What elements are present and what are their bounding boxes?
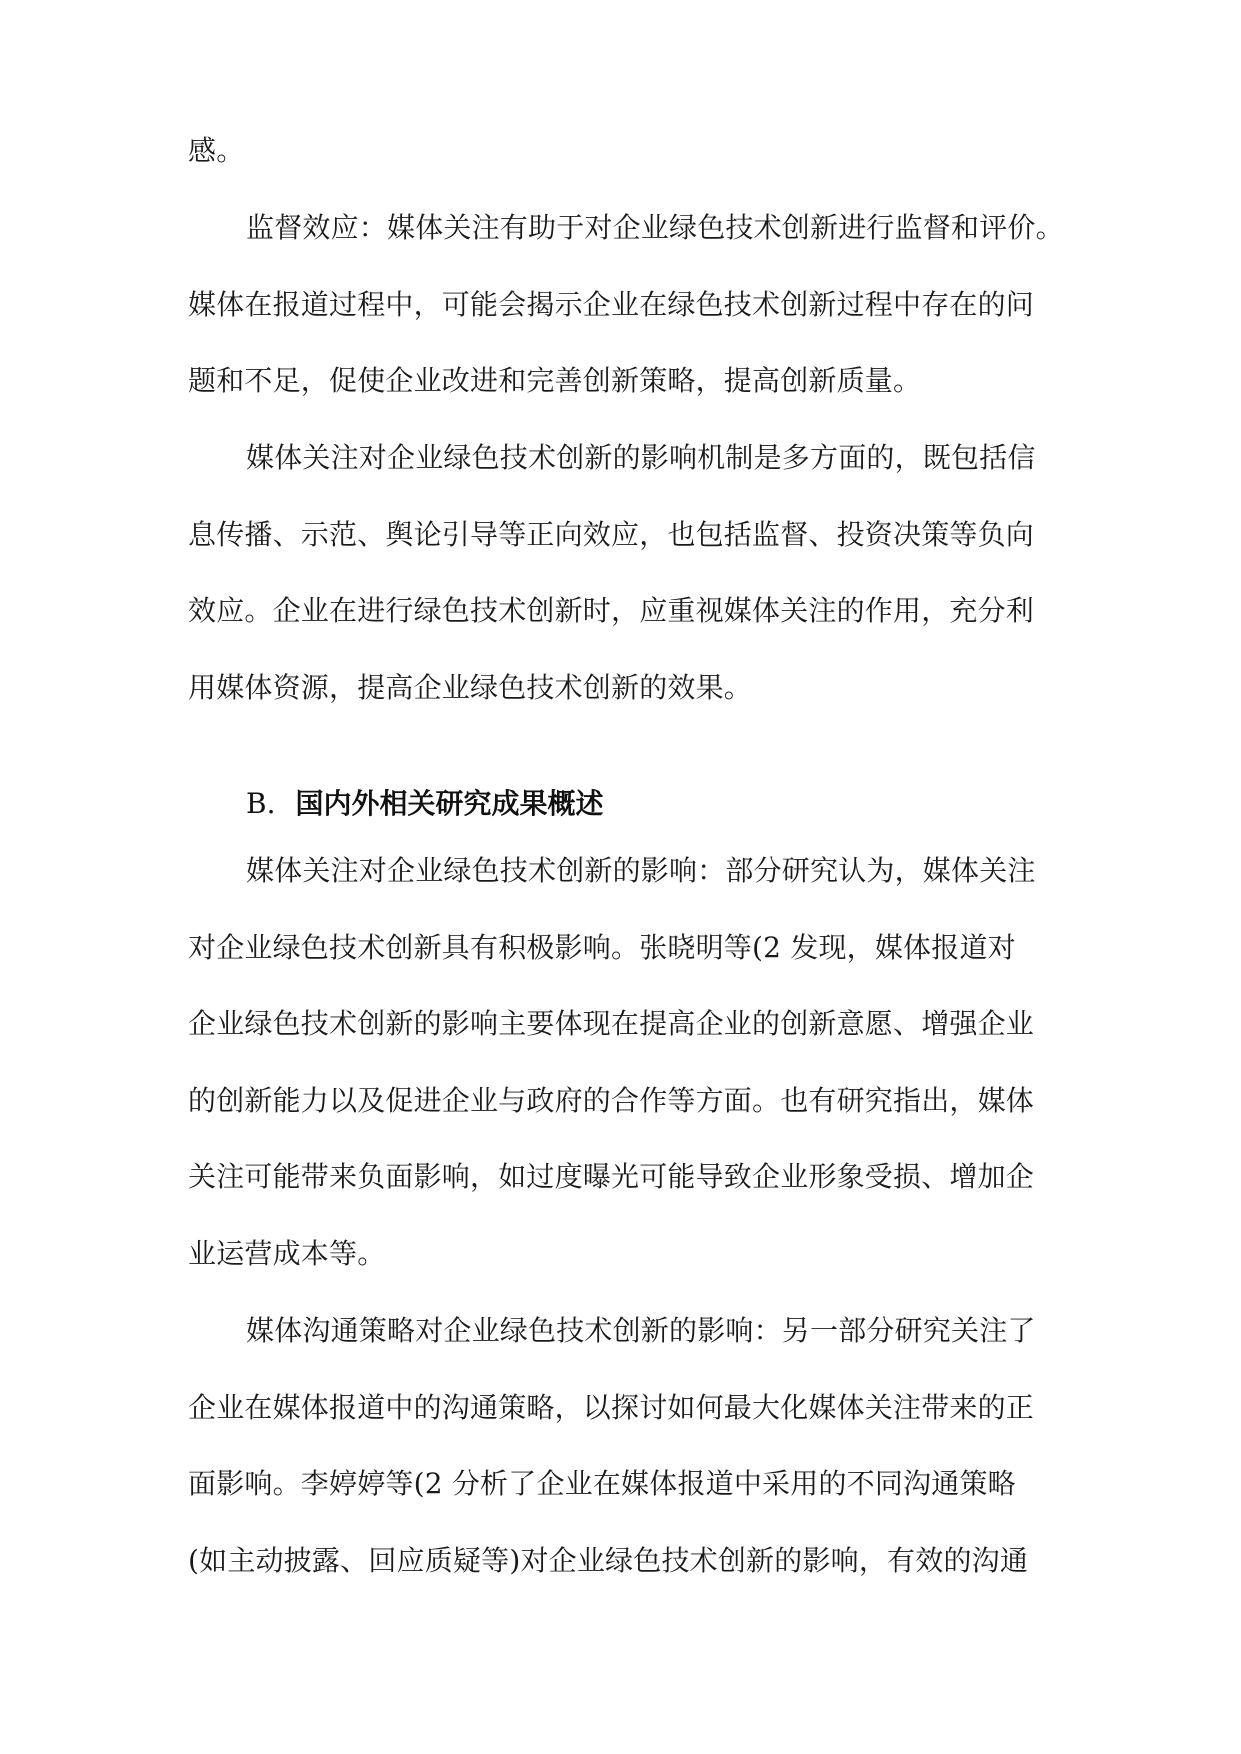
text-line: 媒体在报道过程中，可能会揭示企业在绿色技术创新过程中存在的问 bbox=[188, 287, 1035, 321]
section-heading bbox=[246, 782, 604, 822]
text-line: 媒体沟通策略对企业绿色技术创新的影响：另一部分研究关注了 bbox=[246, 1314, 1036, 1347]
paragraph-media-attention-impact bbox=[188, 833, 1056, 1292]
paragraph-mechanism-summary bbox=[188, 420, 1056, 726]
text-line: 企业绿色技术创新的影响主要体现在提高企业的创新意愿、增强企业 bbox=[188, 1007, 1035, 1040]
text-line: 关注可能带来负面影响，如过度曝光可能导致企业形象受损、增加企 bbox=[188, 1160, 1035, 1193]
text-line: 媒体关注对企业绿色技术创新的影响机制是多方面的，既包括信 bbox=[246, 441, 1036, 474]
text-line: 媒体关注对企业绿色技术创新的影响：部分研究认为，媒体关注 bbox=[246, 854, 1036, 887]
paragraph-continuation bbox=[188, 113, 1056, 190]
text-line: 的创新能力以及促进企业与政府的合作等方面。也有研究指出，媒体 bbox=[188, 1083, 1035, 1117]
paragraph-supervision-effect bbox=[188, 190, 1064, 420]
text-line: 用媒体资源，提高企业绿色技术创新的效果。 bbox=[188, 670, 753, 704]
text-line: 题和不足，促使企业改进和完善创新策略，提高创新质量。 bbox=[188, 364, 922, 397]
text-line: 业运营成本等。 bbox=[188, 1236, 386, 1270]
paragraph-communication-strategy bbox=[188, 1293, 1056, 1599]
text-line: 监督效应：媒体关注有助于对企业绿色技术创新进行监督和评价。 bbox=[246, 211, 1064, 244]
section-title: 国内外相关研究成果概述 bbox=[295, 787, 604, 820]
text-line: 效应。企业在进行绿色技术创新时，应重视媒体关注的作用，充分利 bbox=[188, 594, 1035, 627]
text-line: 感。 bbox=[188, 134, 245, 167]
text-line: 息传播、示范、舆论引导等正向效应，也包括监督、投资决策等负向 bbox=[188, 517, 1035, 551]
section-marker: B. bbox=[246, 787, 276, 820]
text-line: 对企业绿色技术创新具有积极影响。张晓明等(2 发现，媒体报道对 bbox=[188, 930, 1016, 964]
text-line: 面影响。李婷婷等(2 分析了企业在媒体报道中采用的不同沟通策略 bbox=[188, 1467, 1016, 1500]
text-line: (如主动披露、回应质疑等)对企业绿色技术创新的影响，有效的沟通 bbox=[188, 1543, 1029, 1577]
text-line: 企业在媒体报道中的沟通策略，以探讨如何最大化媒体关注带来的正 bbox=[188, 1390, 1035, 1424]
